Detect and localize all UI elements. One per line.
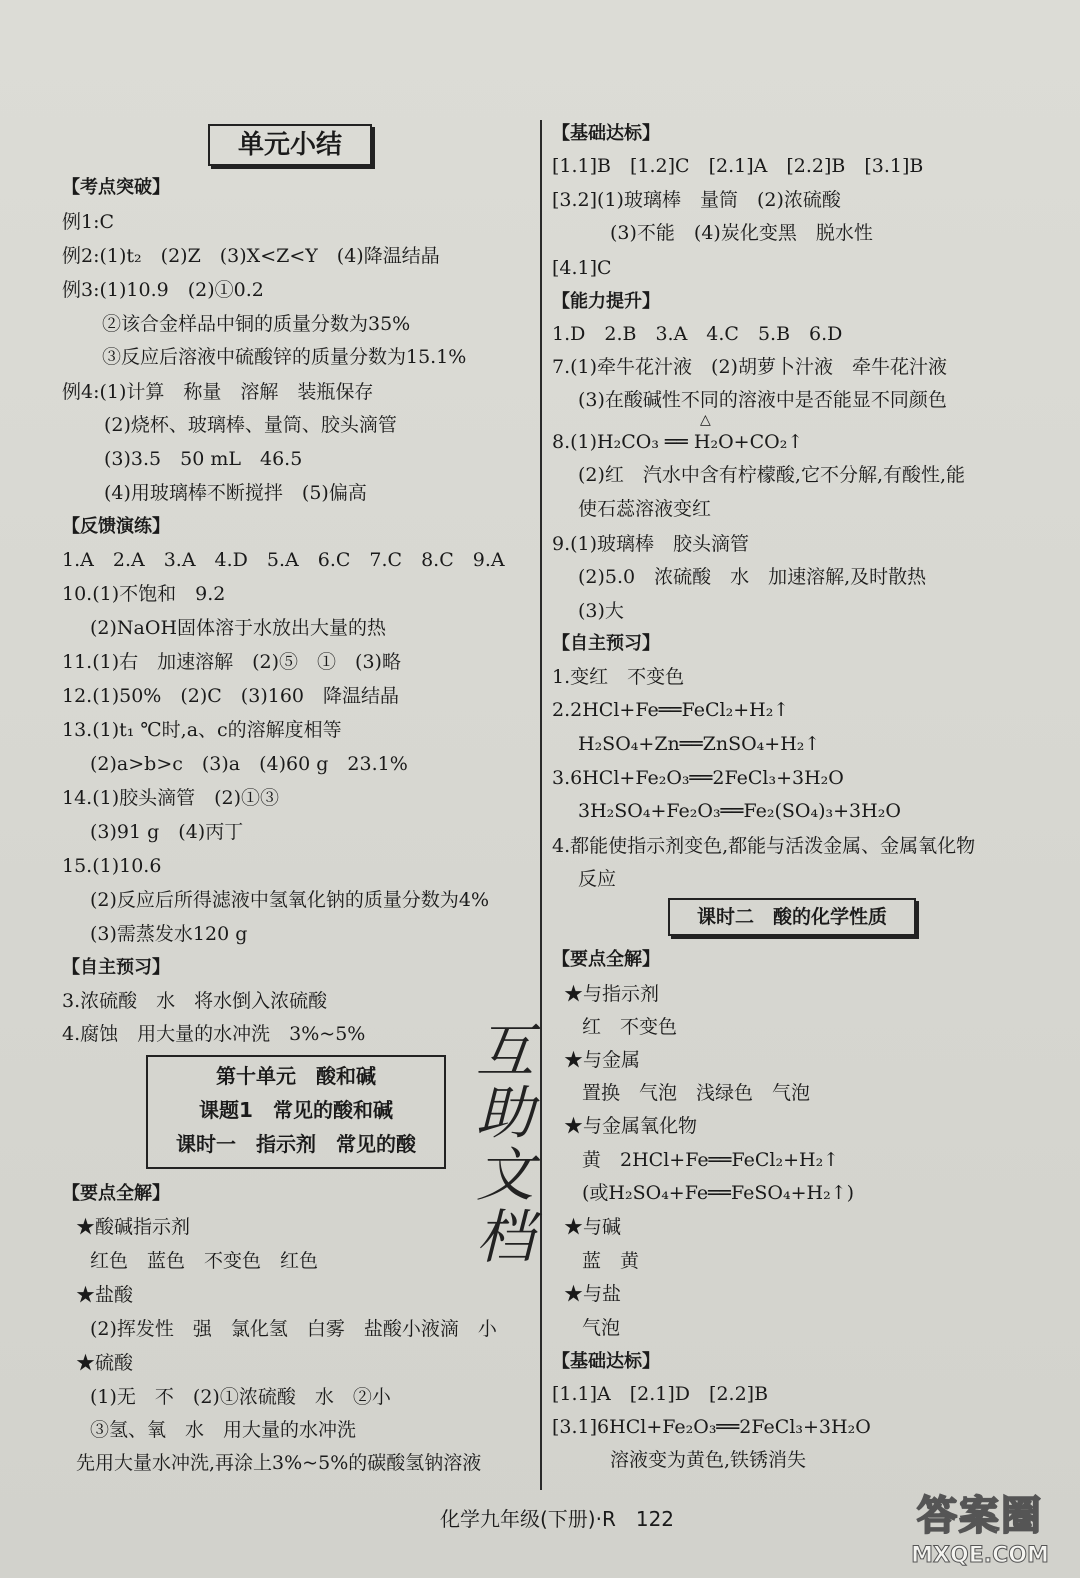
answer-line: 2.2HCl+Fe══FeCl₂+H₂↑ bbox=[552, 699, 790, 721]
answer-line: 13.(1)t₁ ℃时,a、c的溶解度相等 bbox=[62, 719, 342, 741]
answer-line: 例3:(1)10.9 (2)①0.2 bbox=[62, 279, 264, 301]
handwritten-char: 互 bbox=[475, 1017, 534, 1085]
answer-line: 7.(1)牵牛花汁液 (2)胡萝卜汁液 牵牛花汁液 bbox=[552, 356, 947, 378]
answer-line: (3)3.5 50 mL 46.5 bbox=[104, 448, 303, 470]
section-jichu: 【基础达标】 bbox=[552, 1351, 660, 1372]
answer-line: ★与指示剂 bbox=[564, 983, 660, 1005]
section-zizhu: 【自主预习】 bbox=[552, 633, 660, 654]
answer-line: 15.(1)10.6 bbox=[62, 855, 162, 877]
answer-line: H₂SO₄+Zn══ZnSO₄+H₂↑ bbox=[578, 733, 821, 755]
handwritten-char: 文 bbox=[475, 1141, 534, 1209]
watermark-sub: MXQE.COM bbox=[911, 1543, 1049, 1568]
answer-line: 1.A 2.A 3.A 4.D 5.A 6.C 7.C 8.C 9.A bbox=[62, 549, 505, 571]
handwritten-char: 助 bbox=[475, 1079, 534, 1147]
answer-line: [1.1]B [1.2]C [2.1]A [2.2]B [3.1]B bbox=[552, 155, 924, 177]
answer-line: 1.变红 不变色 bbox=[552, 666, 685, 688]
answer-line: ★与金属 bbox=[564, 1049, 641, 1071]
watermark-main: 答案圈 bbox=[917, 1493, 1043, 1539]
unit-heading-line: 课时一 指示剂 常见的酸 bbox=[176, 1132, 416, 1156]
handwritten-char: 档 bbox=[475, 1203, 534, 1271]
answer-line: 先用大量水冲洗,再涂上3%~5%的碳酸氢钠溶液 bbox=[76, 1452, 482, 1474]
section-zizhu: 【自主预习】 bbox=[62, 957, 170, 978]
answer-line: (或H₂SO₄+Fe══FeSO₄+H₂↑) bbox=[582, 1182, 855, 1204]
answer-line: 8.(1)H₂CO₃ ══ H₂O+CO₂↑ bbox=[552, 431, 804, 453]
answer-line: 例2:(1)t₂ (2)Z (3)X<Z<Y (4)降温结晶 bbox=[62, 245, 440, 267]
answer-line: 红色 蓝色 不变色 红色 bbox=[90, 1250, 319, 1272]
answer-line: ③氢、氧 水 用大量的水冲洗 bbox=[90, 1419, 357, 1441]
answer-line: 3H₂SO₄+Fe₂O₃══Fe₂(SO₄)₃+3H₂O bbox=[578, 800, 901, 822]
handwritten-note bbox=[460, 1017, 550, 1271]
answer-line: [4.1]C bbox=[552, 257, 612, 279]
section-yaodian: 【要点全解】 bbox=[552, 949, 660, 970]
answer-line: ②该合金样品中铜的质量分数为35% bbox=[102, 313, 411, 335]
answer-line: [1.1]A [2.1]D [2.2]B bbox=[552, 1383, 769, 1405]
answer-line: (2)挥发性 强 氯化氢 白雾 盐酸小液滴 小 bbox=[90, 1318, 497, 1340]
section-yaodian: 【要点全解】 bbox=[62, 1183, 170, 1204]
answer-line: (2)a>b>c (3)a (4)60 g 23.1% bbox=[90, 753, 408, 775]
answer-line: 溶液变为黄色,铁锈消失 bbox=[610, 1449, 807, 1471]
answer-line: 1.D 2.B 3.A 4.C 5.B 6.D bbox=[552, 323, 843, 345]
heat-condition: △ bbox=[700, 412, 711, 428]
answer-line: [3.1]6HCl+Fe₂O₃══2FeCl₃+3H₂O bbox=[552, 1416, 871, 1438]
lesson-two-heading: 课时二 酸的化学性质 bbox=[668, 898, 916, 936]
answer-line: 4.都能使指示剂变色,都能与活泼金属、金属氧化物 bbox=[552, 835, 976, 857]
answer-line: 使石蕊溶液变红 bbox=[578, 498, 712, 520]
answer-line: 黄 2HCl+Fe══FeCl₂+H₂↑ bbox=[582, 1149, 840, 1171]
answer-line: (3)大 bbox=[578, 600, 624, 622]
answer-line: (2)烧杯、玻璃棒、量筒、胶头滴管 bbox=[104, 414, 397, 436]
answer-line: 11.(1)右 加速溶解 (2)⑤ ① (3)略 bbox=[62, 651, 401, 673]
answer-line: 例4:(1)计算 称量 溶解 装瓶保存 bbox=[62, 381, 374, 403]
answer-line: 10.(1)不饱和 9.2 bbox=[62, 583, 226, 605]
answer-line: (2)5.0 浓硫酸 水 加速溶解,及时散热 bbox=[578, 566, 927, 588]
answer-line: 3.6HCl+Fe₂O₃══2FeCl₃+3H₂O bbox=[552, 767, 844, 789]
answer-line: 蓝 黄 bbox=[582, 1250, 640, 1272]
answer-line: 气泡 bbox=[582, 1317, 621, 1339]
answer-line: (4)用玻璃棒不断搅拌 (5)偏高 bbox=[104, 482, 367, 504]
answer-line: 12.(1)50% (2)C (3)160 降温结晶 bbox=[62, 685, 399, 707]
section-fankui: 【反馈演练】 bbox=[62, 516, 170, 537]
answer-line: 9.(1)玻璃棒 胶头滴管 bbox=[552, 533, 750, 555]
answer-line: ★硫酸 bbox=[76, 1352, 134, 1374]
answer-line: (2)反应后所得滤液中氢氧化钠的质量分数为4% bbox=[90, 889, 490, 911]
answer-line: 4.腐蚀 用大量的水冲洗 3%~5% bbox=[62, 1023, 366, 1045]
answer-line: ★与盐 bbox=[564, 1283, 622, 1305]
section-kaodian: 【考点突破】 bbox=[62, 177, 170, 198]
answer-line: (2)红 汽水中含有柠檬酸,它不分解,有酸性,能 bbox=[578, 464, 966, 486]
answer-line: 置换 气泡 浅绿色 气泡 bbox=[582, 1082, 811, 1104]
answer-line: (3)需蒸发水120 g bbox=[90, 923, 248, 945]
answer-line: (3)91 g (4)丙丁 bbox=[90, 821, 244, 843]
answer-line: [3.2](1)玻璃棒 量筒 (2)浓硫酸 bbox=[552, 189, 841, 211]
unit-heading-line: 第十单元 酸和碱 bbox=[216, 1064, 376, 1088]
answer-line: ★与碱 bbox=[564, 1216, 622, 1238]
watermark-logo bbox=[890, 1490, 1070, 1578]
answer-line: ★酸碱指示剂 bbox=[76, 1216, 191, 1238]
section-nengli: 【能力提升】 bbox=[552, 291, 660, 312]
answer-line: 3.浓硫酸 水 将水倒入浓硫酸 bbox=[62, 990, 328, 1012]
answer-line: ★与金属氧化物 bbox=[564, 1115, 698, 1137]
answer-line: 红 不变色 bbox=[582, 1016, 678, 1038]
unit-ten-heading bbox=[146, 1055, 446, 1169]
column-divider bbox=[540, 120, 542, 1490]
unit-heading-line: 课题1 常见的酸和碱 bbox=[199, 1098, 393, 1122]
answer-line: 14.(1)胶头滴管 (2)①③ bbox=[62, 787, 280, 809]
page-footer: 化学九年级(下册)·R 122 bbox=[440, 1507, 675, 1531]
section-jichu: 【基础达标】 bbox=[552, 123, 660, 144]
answer-line: ★盐酸 bbox=[76, 1284, 134, 1306]
answer-line: (3)不能 (4)炭化变黑 脱水性 bbox=[610, 222, 873, 244]
answer-line: (2)NaOH固体溶于水放出大量的热 bbox=[90, 617, 387, 639]
answer-line: 例1:C bbox=[62, 211, 115, 233]
answer-line: 反应 bbox=[578, 868, 617, 890]
answer-line: ③反应后溶液中硫酸锌的质量分数为15.1% bbox=[102, 346, 467, 368]
answer-line: (3)在酸碱性不同的溶液中是否能显不同颜色 bbox=[578, 389, 947, 411]
unit-summary-title: 单元小结 bbox=[208, 124, 372, 166]
answer-line: (1)无 不 (2)①浓硫酸 水 ②小 bbox=[90, 1386, 391, 1408]
